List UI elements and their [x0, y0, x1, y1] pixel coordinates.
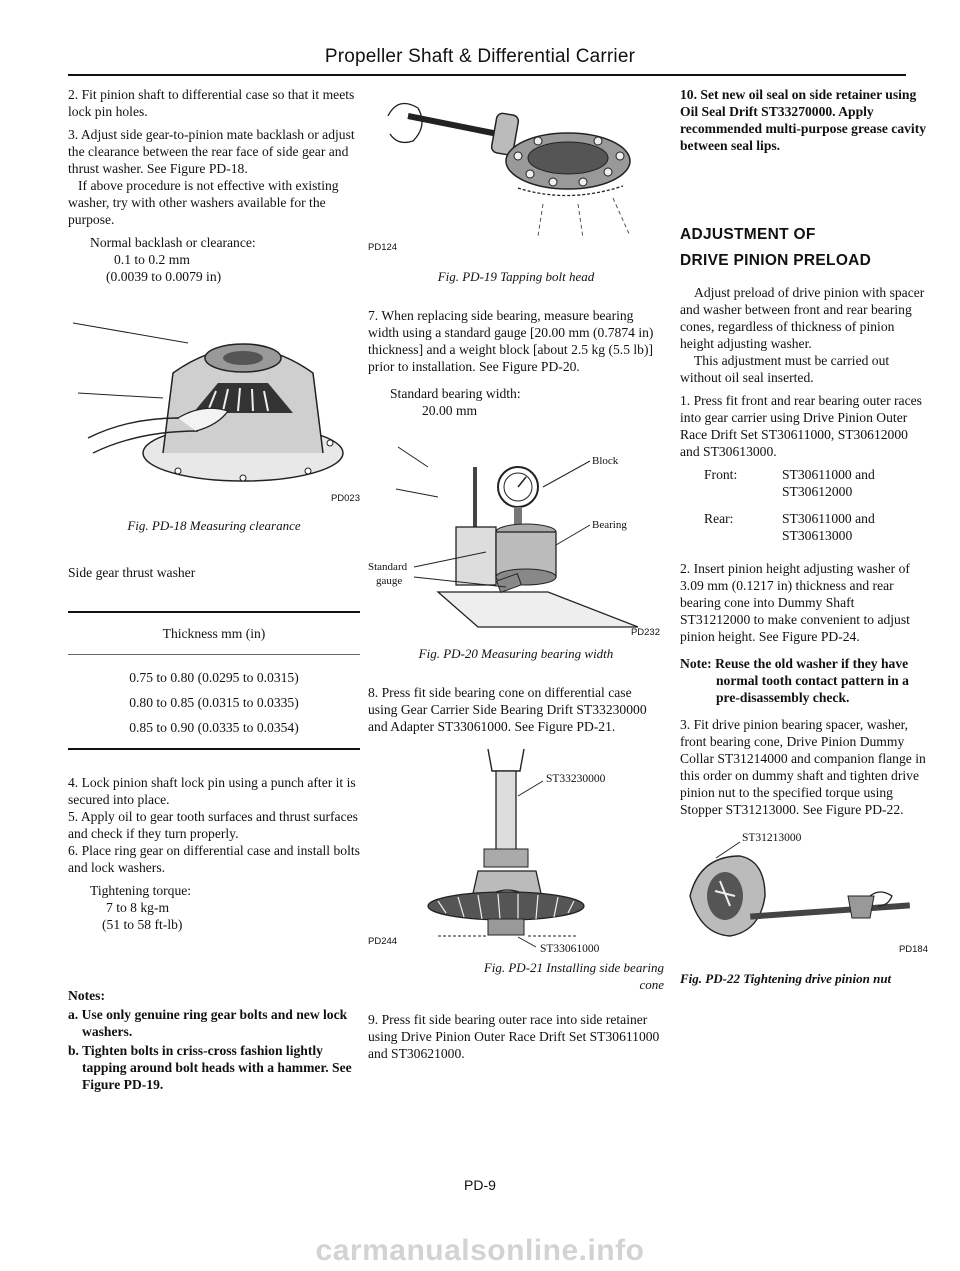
drive-pinion-nut-illustration	[680, 836, 928, 962]
step-6: 6. Place ring gear on differential case and install bolts and lock washers.	[68, 843, 360, 875]
label-drift: ST33230000	[546, 773, 606, 785]
header-rule	[68, 74, 906, 76]
figure-caption: Fig. PD-20 Measuring bearing width	[418, 646, 614, 661]
label-block: Block	[592, 455, 619, 467]
figure-code: PD184	[898, 944, 928, 955]
spec-value	[782, 510, 875, 544]
spec-value-line: ST30612000	[782, 484, 853, 499]
step-8: 8. Press fit side bearing cone on differential case using Gear Carrier Side Bearing Drift ST33230000 and Adapter ST33061000. See Figure PD-21.	[368, 685, 647, 734]
column-left	[68, 86, 360, 1099]
figure-code: PD023	[330, 493, 360, 504]
table-header-rule	[68, 654, 360, 655]
label-stopper: ST31213000	[742, 832, 802, 844]
bearing-width-gauge-illustration	[368, 427, 664, 641]
step-4: 4. Lock pinion shaft lock pin using a punch after it is secured into place.	[68, 775, 356, 807]
step-10: 10. Set new oil seal on side retainer using Oil Seal Drift ST33270000. Apply recommended multi-purpose grease cavity between seal lips.	[680, 87, 927, 153]
label-bearing: Bearing	[592, 519, 627, 531]
spec-value	[782, 466, 875, 500]
label-standard: Standard	[368, 561, 408, 573]
step-3-continued: If above procedure is not effective with existing washer, try with other washers available for the purpose.	[68, 178, 339, 227]
torque-kgm: 7 to 8 kg-m	[106, 900, 170, 915]
differential-case-illustration	[68, 303, 360, 503]
washer-title: Side gear thrust washer	[68, 565, 196, 580]
figure-caption: Fig. PD-19 Tapping bolt head	[437, 269, 595, 284]
substep-1: 1. Press fit front and rear bearing outer races into gear carrier using Drive Pinion Outer Race Drift Set ST30611000, ST30612000 and ST30613000.	[680, 393, 922, 459]
table-row: 0.75 to 0.80 (0.0295 to 0.0315)	[129, 670, 299, 685]
table-top-rule	[68, 611, 360, 613]
bearing-drift-illustration	[368, 741, 664, 951]
figure-caption: Fig. PD-18 Measuring clearance	[127, 518, 301, 533]
substep-3: 3. Fit drive pinion bearing spacer, washer, front bearing cone, Drive Pinion Dummy Collar ST31214000 and companion flange in this order on dummy shaft and tighten drive pinion nut to the specified torque using Stopper ST31213000. See Figure PD-22.	[680, 717, 926, 817]
backlash-label: Normal backlash or clearance:	[90, 235, 256, 250]
spec-label: Rear:	[704, 511, 734, 526]
std-width-label: Standard bearing width:	[390, 386, 521, 401]
figure-pd19	[368, 86, 664, 262]
spec-value-line: ST30611000 and	[782, 467, 875, 482]
step-2: 2. Fit pinion shaft to differential case so that it meets lock pin holes.	[68, 87, 355, 119]
table-row: 0.85 to 0.90 (0.0335 to 0.0354)	[129, 720, 299, 735]
figure-pd21	[368, 741, 664, 955]
step-5: 5. Apply oil to gear tooth surfaces and thrust surfaces and check if they turn properly.	[68, 809, 358, 841]
column-middle	[368, 86, 664, 1068]
note: Note: Reuse the old washer if they have normal tooth contact pattern in a pre-disassembly check.	[680, 656, 909, 705]
figure-caption: Fig. PD-21 Installing side bearing	[483, 960, 664, 975]
label-gauge: gauge	[376, 575, 403, 587]
figure-code: PD124	[368, 242, 398, 253]
table-row: 0.80 to 0.85 (0.0315 to 0.0335)	[129, 695, 299, 710]
figure-pd22	[680, 832, 928, 962]
page-number: PD-9	[464, 1177, 496, 1193]
std-width-value: 20.00 mm	[422, 403, 478, 418]
intro-continued: This adjustment must be carried out without oil seal inserted.	[680, 353, 890, 385]
backlash-mm: 0.1 to 0.2 mm	[114, 252, 190, 267]
figure-code: PD244	[368, 936, 398, 947]
substep-2: 2. Insert pinion height adjusting washer of 3.09 mm (0.1217 in) thickness and rear bearing cone into Dummy Shaft ST31212000 to make convenient to adjust pinion height. See Figure PD-24.	[680, 561, 910, 644]
table-bottom-rule	[68, 748, 360, 750]
backlash-in: (0.0039 to 0.0079 in)	[106, 269, 222, 284]
note-a: a. Use only genuine ring gear bolts and new lock washers.	[68, 1007, 348, 1039]
torque-label: Tightening torque:	[90, 883, 192, 898]
section-heading: DRIVE PINION PRELOAD	[680, 252, 872, 269]
figure-code: PD232	[630, 627, 660, 638]
figure-caption: Fig. PD-22 Tightening drive pinion nut	[680, 971, 892, 986]
step-9: 9. Press fit side bearing outer race into side retainer using Drive Pinion Outer Race Drift Set ST30611000 and ST30621000.	[368, 1012, 660, 1061]
spec-value-line: ST30611000 and	[782, 511, 875, 526]
section-heading: ADJUSTMENT OF	[680, 226, 816, 243]
note-b: b. Tighten bolts in criss-cross fashion lightly tapping around bolt heads with a hammer. See Figure PD-19.	[68, 1043, 352, 1092]
notes-title: Notes:	[68, 988, 105, 1003]
spec-rear	[680, 510, 928, 544]
page-header: Propeller Shaft & Differential Carrier	[324, 46, 636, 67]
column-right	[680, 86, 928, 993]
table-header: Thickness mm (in)	[162, 626, 266, 641]
figure-pd18	[68, 303, 360, 513]
spec-front	[680, 466, 928, 500]
washer-table	[68, 669, 360, 736]
torque-ftlb: (51 to 58 ft-lb)	[102, 917, 183, 932]
spec-label: Front:	[704, 467, 738, 482]
label-adapter: ST33061000	[540, 943, 600, 955]
watermark: carmanualsonline.info	[315, 1234, 645, 1267]
spec-value-line: ST30613000	[782, 528, 853, 543]
figure-pd20	[368, 427, 664, 641]
intro: Adjust preload of drive pinion with spacer and washer between front and rear bearing cones, regardless of thickness of pinion height adjusting washer.	[680, 285, 925, 351]
step-3: 3. Adjust side gear-to-pinion mate backlash or adjust the clearance between the rear face of side gear and thrust washer. See Figure PD-18.	[68, 127, 355, 176]
figure-caption-cont: cone	[639, 977, 664, 992]
step-7: 7. When replacing side bearing, measure bearing width using a standard gauge [20.00 mm (0.7874 in) thickness] and a weight block [about 2.5 kg (5.5 lb)] prior to installation. See Figure PD-20.	[368, 308, 654, 374]
hammer-tapping-illustration	[368, 86, 664, 262]
